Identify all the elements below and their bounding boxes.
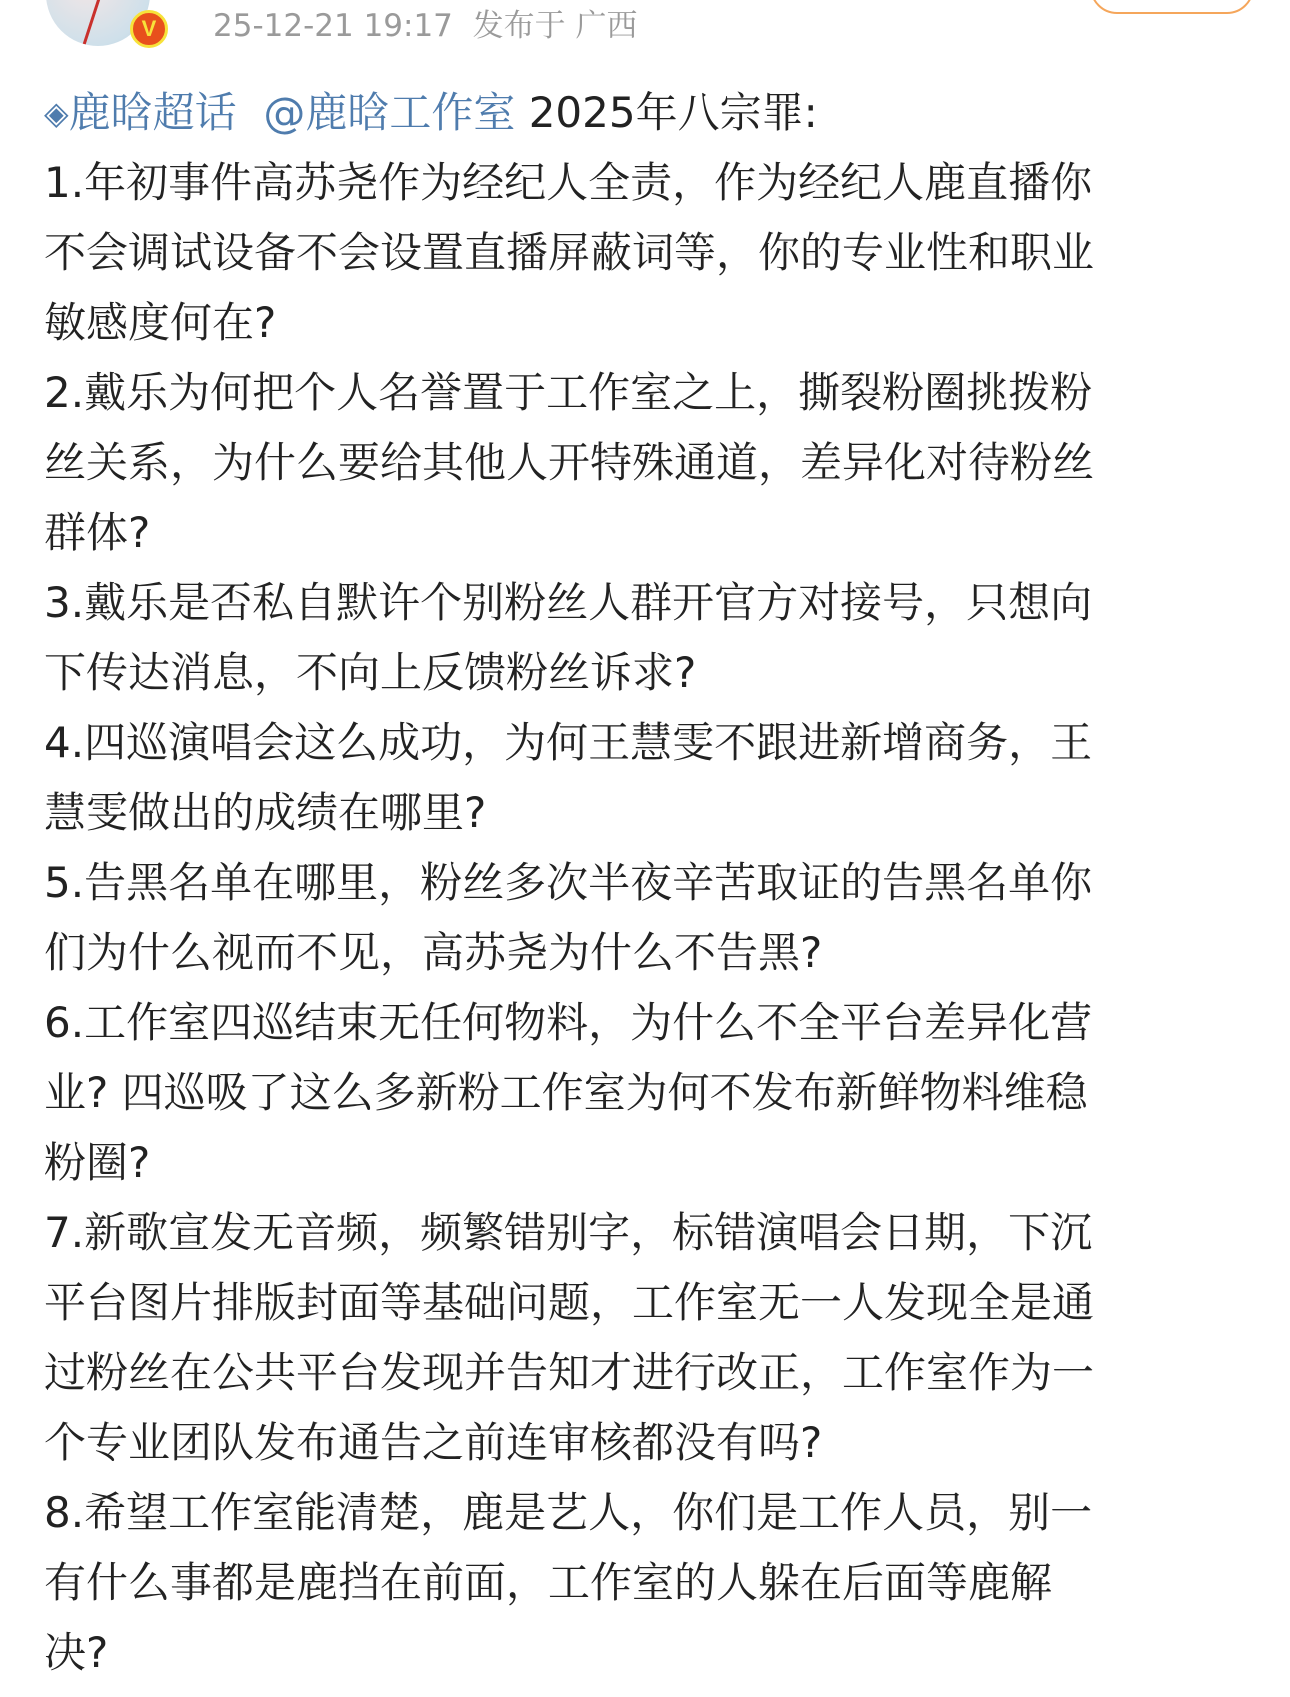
post-text-line: 群体? <box>44 508 151 557</box>
post-text-line: 4.四巡演唱会这么成功，为何王慧雯不跟进新增商务，王 <box>44 718 1093 767</box>
super-topic-link[interactable]: 鹿晗超话 <box>68 88 237 137</box>
post-meta <box>213 0 637 45</box>
post-text-line: 丝关系，为什么要给其他人开特殊通道，差异化对待粉丝 <box>44 438 1095 487</box>
post-text-line: 下传达消息，不向上反馈粉丝诉求? <box>44 648 697 697</box>
follow-button[interactable] <box>1090 0 1254 14</box>
post-text-line: 有什么事都是鹿挡在前面，工作室的人躲在后面等鹿解 <box>44 1558 1053 1607</box>
post-title: 2025年八宗罪: <box>528 88 818 137</box>
post-timestamp: 25-12-21 19:17 <box>213 8 453 44</box>
post-text-line: 决? <box>44 1628 109 1677</box>
post-text-line: 8.希望工作室能清楚，鹿是艺人，你们是工作人员，别一 <box>44 1488 1093 1537</box>
post-text-line: 过粉丝在公共平台发现并告知才进行改正，工作室作为一 <box>44 1348 1095 1397</box>
diamond-icon: ◈ <box>44 94 69 132</box>
post-text-line: 粉圈? <box>44 1138 151 1187</box>
post-body <box>44 148 1254 1688</box>
post-text-line: 2.戴乐为何把个人名誉置于工作室之上，撕裂粉圈挑拨粉 <box>44 368 1093 417</box>
post-text-line: 5.告黑名单在哪里，粉丝多次半夜辛苦取证的告黑名单你 <box>44 858 1093 907</box>
post-text-line: 不会调试设备不会设置直播屏蔽词等，你的专业性和职业 <box>44 228 1095 277</box>
post-location: 发布于 广西 <box>472 8 638 44</box>
post-text-line: 平台图片排版封面等基础问题，工作室无一人发现全是通 <box>44 1278 1095 1327</box>
post-text-line: 慧雯做出的成绩在哪里? <box>44 788 487 837</box>
post-text-line: 1.年初事件高苏尧作为经纪人全责，作为经纪人鹿直播你 <box>44 158 1093 207</box>
post-text-line: 们为什么视而不见，高苏尧为什么不告黑? <box>44 928 823 977</box>
mention-link[interactable]: @鹿晗工作室 <box>263 88 516 137</box>
post-text-line: 6.工作室四巡结束无任何物料，为什么不全平台差异化营 <box>44 998 1093 1047</box>
post-content <box>44 78 1254 1688</box>
post-text-line: 敏感度何在? <box>44 298 277 347</box>
post-text-line: 个专业团队发布通告之前连审核都没有吗? <box>44 1418 823 1467</box>
post-header-line <box>44 78 1254 148</box>
post-text-line: 3.戴乐是否私自默许个别粉丝人群开官方对接号，只想向 <box>44 578 1093 627</box>
post-text-line: 7.新歌宣发无音频，频繁错别字，标错演唱会日期，下沉 <box>44 1208 1093 1257</box>
verified-badge-icon: V <box>130 10 168 48</box>
post-text-line: 业? 四巡吸了这么多新粉工作室为何不发布新鲜物料维稳 <box>44 1068 1088 1117</box>
